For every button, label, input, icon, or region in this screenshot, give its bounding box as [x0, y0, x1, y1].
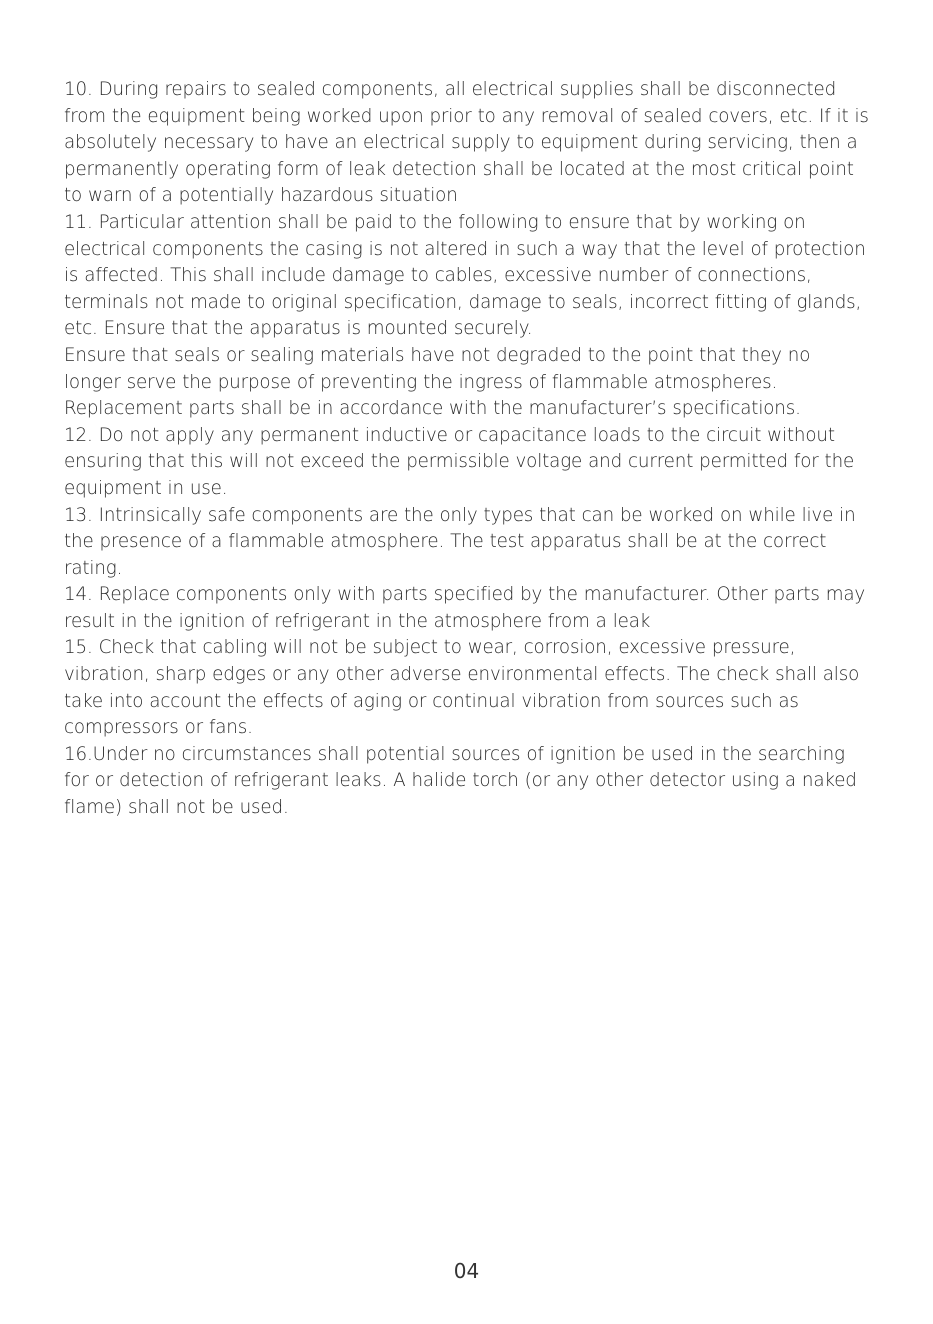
- paragraph-item-12: 12. Do not apply any permanent inductive or capacitance loads to the circuit without ensuring that this will not exceed the permissible voltage and current permitted for the equipment in use.: [64, 424, 855, 499]
- paragraph-item-11: 11. Particular attention shall be paid to the following to ensure that by working on electrical components the casing is not altered in such a way that the level of protection is affected. This shall include damage to cables, excessive number of connections, terminals not made to original specification, damage to seals, incorrect fitting of glands, etc. Ensure that the apparatus is mounted securely.: [64, 211, 866, 340]
- paragraph-seals: Ensure that seals or sealing materials have not degraded to the point that they no longer serve the purpose of preventing the ingress of flammable atmospheres. Replacement parts shall be in accordance with the manufacturer’s specifications.: [64, 344, 811, 420]
- paragraph-item-15: 15. Check that cabling will not be subject to wear, corrosion, excessive pressure, vibration, sharp edges or any other adverse environmental effects. The check shall also take into account the effects of aging or continual vibration from sources such as compressors or fans.: [64, 637, 860, 739]
- paragraph-item-16: 16.Under no circumstances shall potential sources of ignition be used in the searching for or detection of refrigerant leaks. A halide torch (or any other detector using a naked flame) shall not be used.: [64, 743, 857, 819]
- paragraph-item-10: 10. During repairs to sealed components, all electrical supplies shall be disconnected from the equipment being worked upon prior to any removal of sealed covers, etc. If it is absolutely necessary to have an electrical supply to equipment during servicing, then a permanently operating form of leak detection shall be located at the most critical point to warn of a potentially hazardous situation: [64, 79, 869, 207]
- page-body: [64, 77, 872, 822]
- paragraph-item-14: 14. Replace components only with parts specified by the manufacturer. Other parts may result in the ignition of refrigerant in the atmosphere from a leak: [64, 584, 866, 632]
- page-number: 04: [453, 1259, 480, 1283]
- paragraph-item-13: 13. Intrinsically safe components are the only types that can be worked on while live in the presence of a flammable atmosphere. The test apparatus shall be at the correct rating.: [64, 504, 856, 579]
